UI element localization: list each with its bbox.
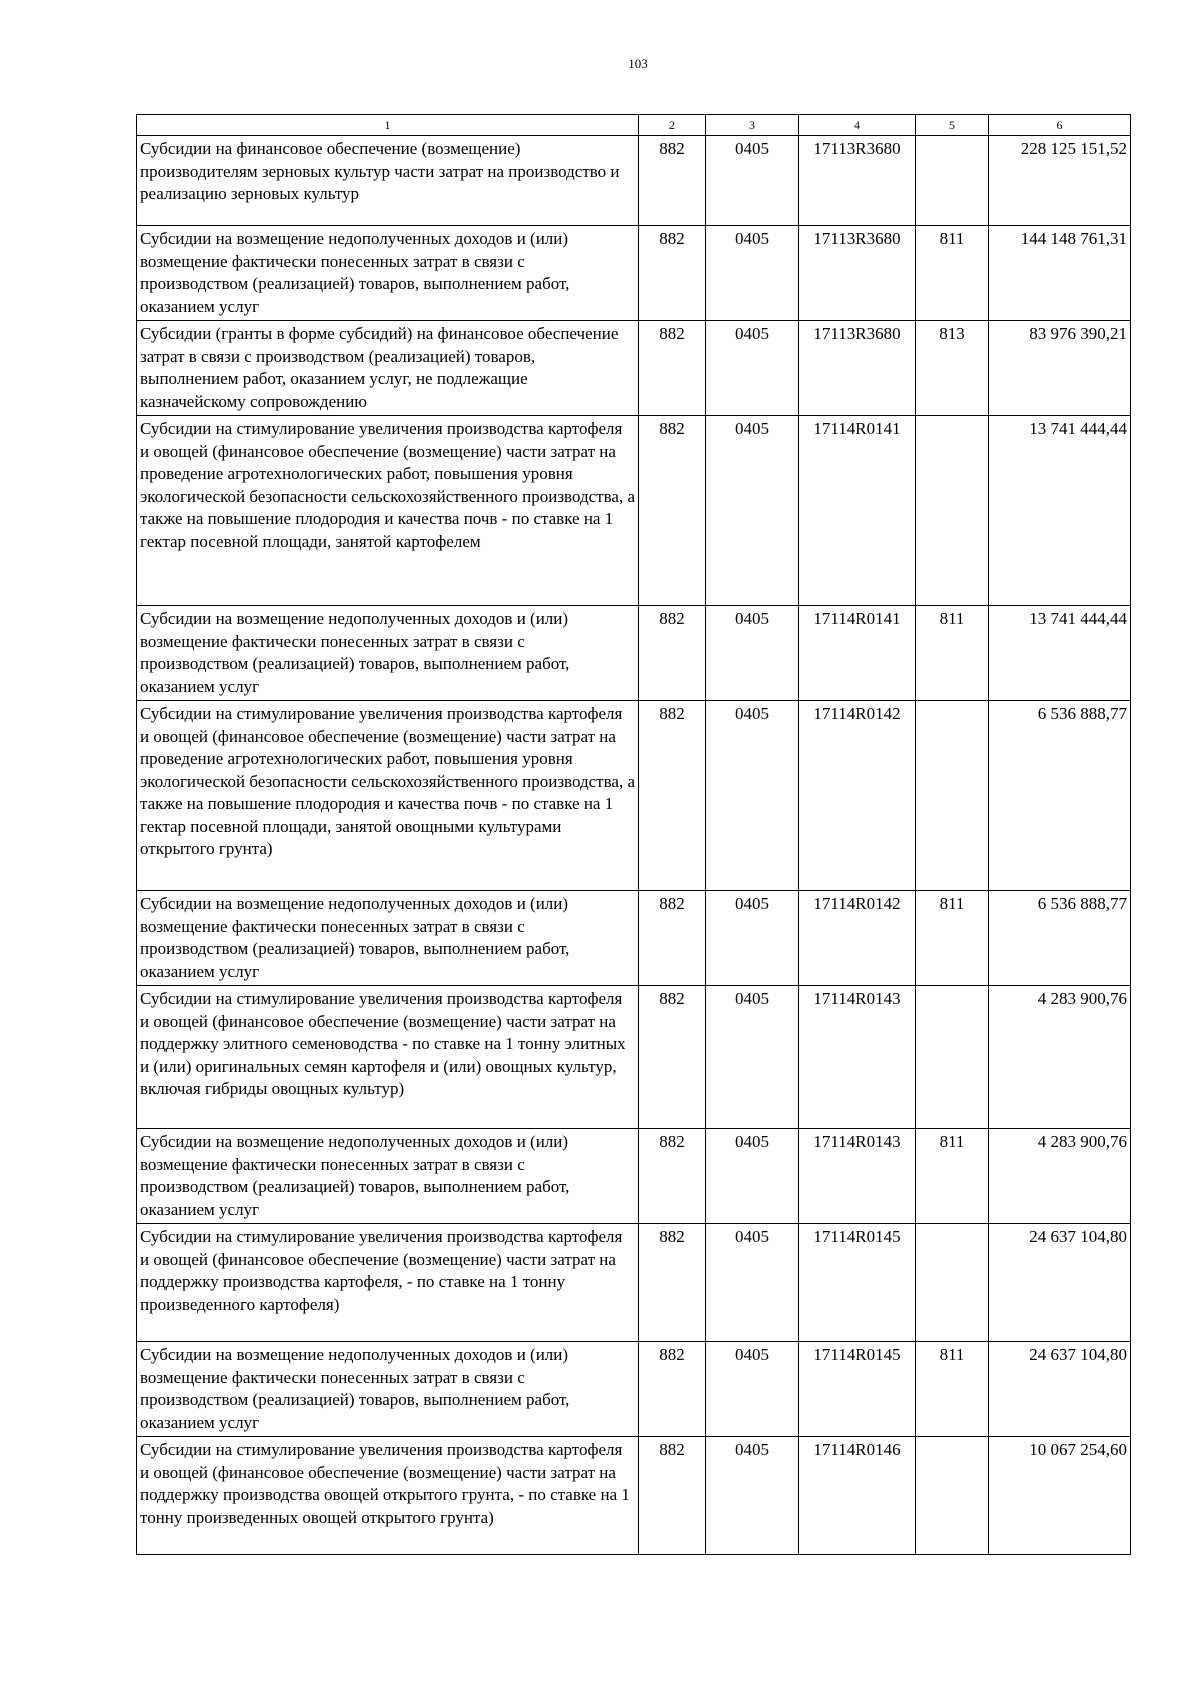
row-col2: 882 xyxy=(639,1129,706,1224)
row-col5 xyxy=(916,136,989,226)
row-col3: 0405 xyxy=(706,1224,799,1342)
row-col2: 882 xyxy=(639,986,706,1129)
row-col4: 17114R0145 xyxy=(799,1224,916,1342)
row-description: Субсидии на возмещение недополученных доходов и (или) возмещение фактически понесенных затрат в связи с производством (реализацией) товаров, выполнением работ, оказанием услуг xyxy=(137,1129,639,1224)
row-description: Субсидии на возмещение недополученных доходов и (или) возмещение фактически понесенных затрат в связи с производством (реализацией) товаров, выполнением работ, оказанием услуг xyxy=(137,606,639,701)
row-col5: 811 xyxy=(916,226,989,321)
row-col2: 882 xyxy=(639,321,706,416)
row-col5: 813 xyxy=(916,321,989,416)
row-col3: 0405 xyxy=(706,416,799,606)
table-row xyxy=(137,321,1131,416)
row-description: Субсидии на возмещение недополученных доходов и (или) возмещение фактически понесенных затрат в связи с производством (реализацией) товаров, выполнением работ, оказанием услуг xyxy=(137,891,639,986)
row-col4: 17114R0145 xyxy=(799,1342,916,1437)
row-amount: 6 536 888,77 xyxy=(989,891,1131,986)
row-description: Субсидии (гранты в форме субсидий) на финансовое обеспечение затрат в связи с производством (реализацией) товаров, выполнением работ, оказанием услуг, не подлежащие казначейскому сопровождению xyxy=(137,321,639,416)
table-row xyxy=(137,701,1131,891)
row-description: Субсидии на возмещение недополученных доходов и (или) возмещение фактически понесенных затрат в связи с производством (реализацией) товаров, выполнением работ, оказанием услуг xyxy=(137,1342,639,1437)
row-description: Субсидии на стимулирование увеличения производства картофеля и овощей (финансовое обеспечение (возмещение) части затрат на проведение агротехнологических работ, повышения уровня экологической безопасности сельскохозяйственного производства, а также на повышение плодородия и качества почв - по ставке на 1 гектар посевной площади, занятой овощными культурами открытого грунта) xyxy=(137,701,639,891)
row-amount: 4 283 900,76 xyxy=(989,986,1131,1129)
row-col3: 0405 xyxy=(706,1342,799,1437)
header-cell: 1 xyxy=(137,115,639,136)
table-row xyxy=(137,891,1131,986)
row-col5 xyxy=(916,701,989,891)
row-col4: 17114R0141 xyxy=(799,416,916,606)
row-col3: 0405 xyxy=(706,1437,799,1555)
row-description: Субсидии на финансовое обеспечение (возмещение) производителям зерновых культур части затрат на производство и реализацию зерновых культур xyxy=(137,136,639,226)
row-col4: 17113R3680 xyxy=(799,136,916,226)
table-row xyxy=(137,1129,1131,1224)
row-col4: 17113R3680 xyxy=(799,321,916,416)
table-row xyxy=(137,416,1131,606)
row-col2: 882 xyxy=(639,606,706,701)
header-cell: 6 xyxy=(989,115,1131,136)
header-cell: 4 xyxy=(799,115,916,136)
row-col2: 882 xyxy=(639,416,706,606)
row-col4: 17114R0143 xyxy=(799,1129,916,1224)
row-col5: 811 xyxy=(916,891,989,986)
row-col4: 17114R0142 xyxy=(799,891,916,986)
row-col4: 17114R0141 xyxy=(799,606,916,701)
table-row xyxy=(137,1224,1131,1342)
row-col5 xyxy=(916,416,989,606)
row-col2: 882 xyxy=(639,1224,706,1342)
row-col5: 811 xyxy=(916,606,989,701)
header-cell: 2 xyxy=(639,115,706,136)
budget-table xyxy=(136,114,1131,1555)
row-col5 xyxy=(916,986,989,1129)
row-col3: 0405 xyxy=(706,136,799,226)
row-col3: 0405 xyxy=(706,321,799,416)
row-col3: 0405 xyxy=(706,701,799,891)
row-amount: 13 741 444,44 xyxy=(989,416,1131,606)
table-row xyxy=(137,136,1131,226)
row-col2: 882 xyxy=(639,701,706,891)
row-col4: 17113R3680 xyxy=(799,226,916,321)
row-col4: 17114R0143 xyxy=(799,986,916,1129)
row-amount: 24 637 104,80 xyxy=(989,1342,1131,1437)
row-amount: 24 637 104,80 xyxy=(989,1224,1131,1342)
table-row xyxy=(137,986,1131,1129)
row-amount: 4 283 900,76 xyxy=(989,1129,1131,1224)
row-col3: 0405 xyxy=(706,986,799,1129)
row-description: Субсидии на возмещение недополученных доходов и (или) возмещение фактически понесенных затрат в связи с производством (реализацией) товаров, выполнением работ, оказанием услуг xyxy=(137,226,639,321)
table-row xyxy=(137,606,1131,701)
row-col2: 882 xyxy=(639,1342,706,1437)
row-col5 xyxy=(916,1437,989,1555)
row-col3: 0405 xyxy=(706,891,799,986)
row-col3: 0405 xyxy=(706,606,799,701)
row-col2: 882 xyxy=(639,891,706,986)
row-col2: 882 xyxy=(639,226,706,321)
row-amount: 10 067 254,60 xyxy=(989,1437,1131,1555)
row-col4: 17114R0146 xyxy=(799,1437,916,1555)
table-header xyxy=(137,115,1131,136)
row-col5: 811 xyxy=(916,1129,989,1224)
row-col2: 882 xyxy=(639,1437,706,1555)
row-col5: 811 xyxy=(916,1342,989,1437)
header-row xyxy=(137,115,1131,136)
header-cell: 5 xyxy=(916,115,989,136)
table-row xyxy=(137,226,1131,321)
page-number: 103 xyxy=(628,56,648,71)
row-col5 xyxy=(916,1224,989,1342)
row-col3: 0405 xyxy=(706,1129,799,1224)
row-amount: 144 148 761,31 xyxy=(989,226,1131,321)
row-description: Субсидии на стимулирование увеличения производства картофеля и овощей (финансовое обеспечение (возмещение) части затрат на поддержку производства овощей открытого грунта, - по ставке на 1 тонну произведенных овощей открытого грунта) xyxy=(137,1437,639,1555)
header-cell: 3 xyxy=(706,115,799,136)
row-description: Субсидии на стимулирование увеличения производства картофеля и овощей (финансовое обеспечение (возмещение) части затрат на проведение агротехнологических работ, повышения уровня экологической безопасности сельскохозяйственного производства, а также на повышение плодородия и качества почв - по ставке на 1 гектар посевной площади, занятой картофелем xyxy=(137,416,639,606)
row-col4: 17114R0142 xyxy=(799,701,916,891)
row-col3: 0405 xyxy=(706,226,799,321)
table-body xyxy=(137,136,1131,1555)
row-description: Субсидии на стимулирование увеличения производства картофеля и овощей (финансовое обеспечение (возмещение) части затрат на поддержку элитного семеноводства - по ставке на 1 тонну элитных и (или) оригинальных семян картофеля и (или) овощных культур, включая гибриды овощных культур) xyxy=(137,986,639,1129)
row-col2: 882 xyxy=(639,136,706,226)
table-row xyxy=(137,1437,1131,1555)
row-amount: 6 536 888,77 xyxy=(989,701,1131,891)
row-amount: 83 976 390,21 xyxy=(989,321,1131,416)
row-description: Субсидии на стимулирование увеличения производства картофеля и овощей (финансовое обеспечение (возмещение) части затрат на поддержку производства картофеля, - по ставке на 1 тонну произведенного картофеля) xyxy=(137,1224,639,1342)
table-row xyxy=(137,1342,1131,1437)
row-amount: 228 125 151,52 xyxy=(989,136,1131,226)
row-amount: 13 741 444,44 xyxy=(989,606,1131,701)
